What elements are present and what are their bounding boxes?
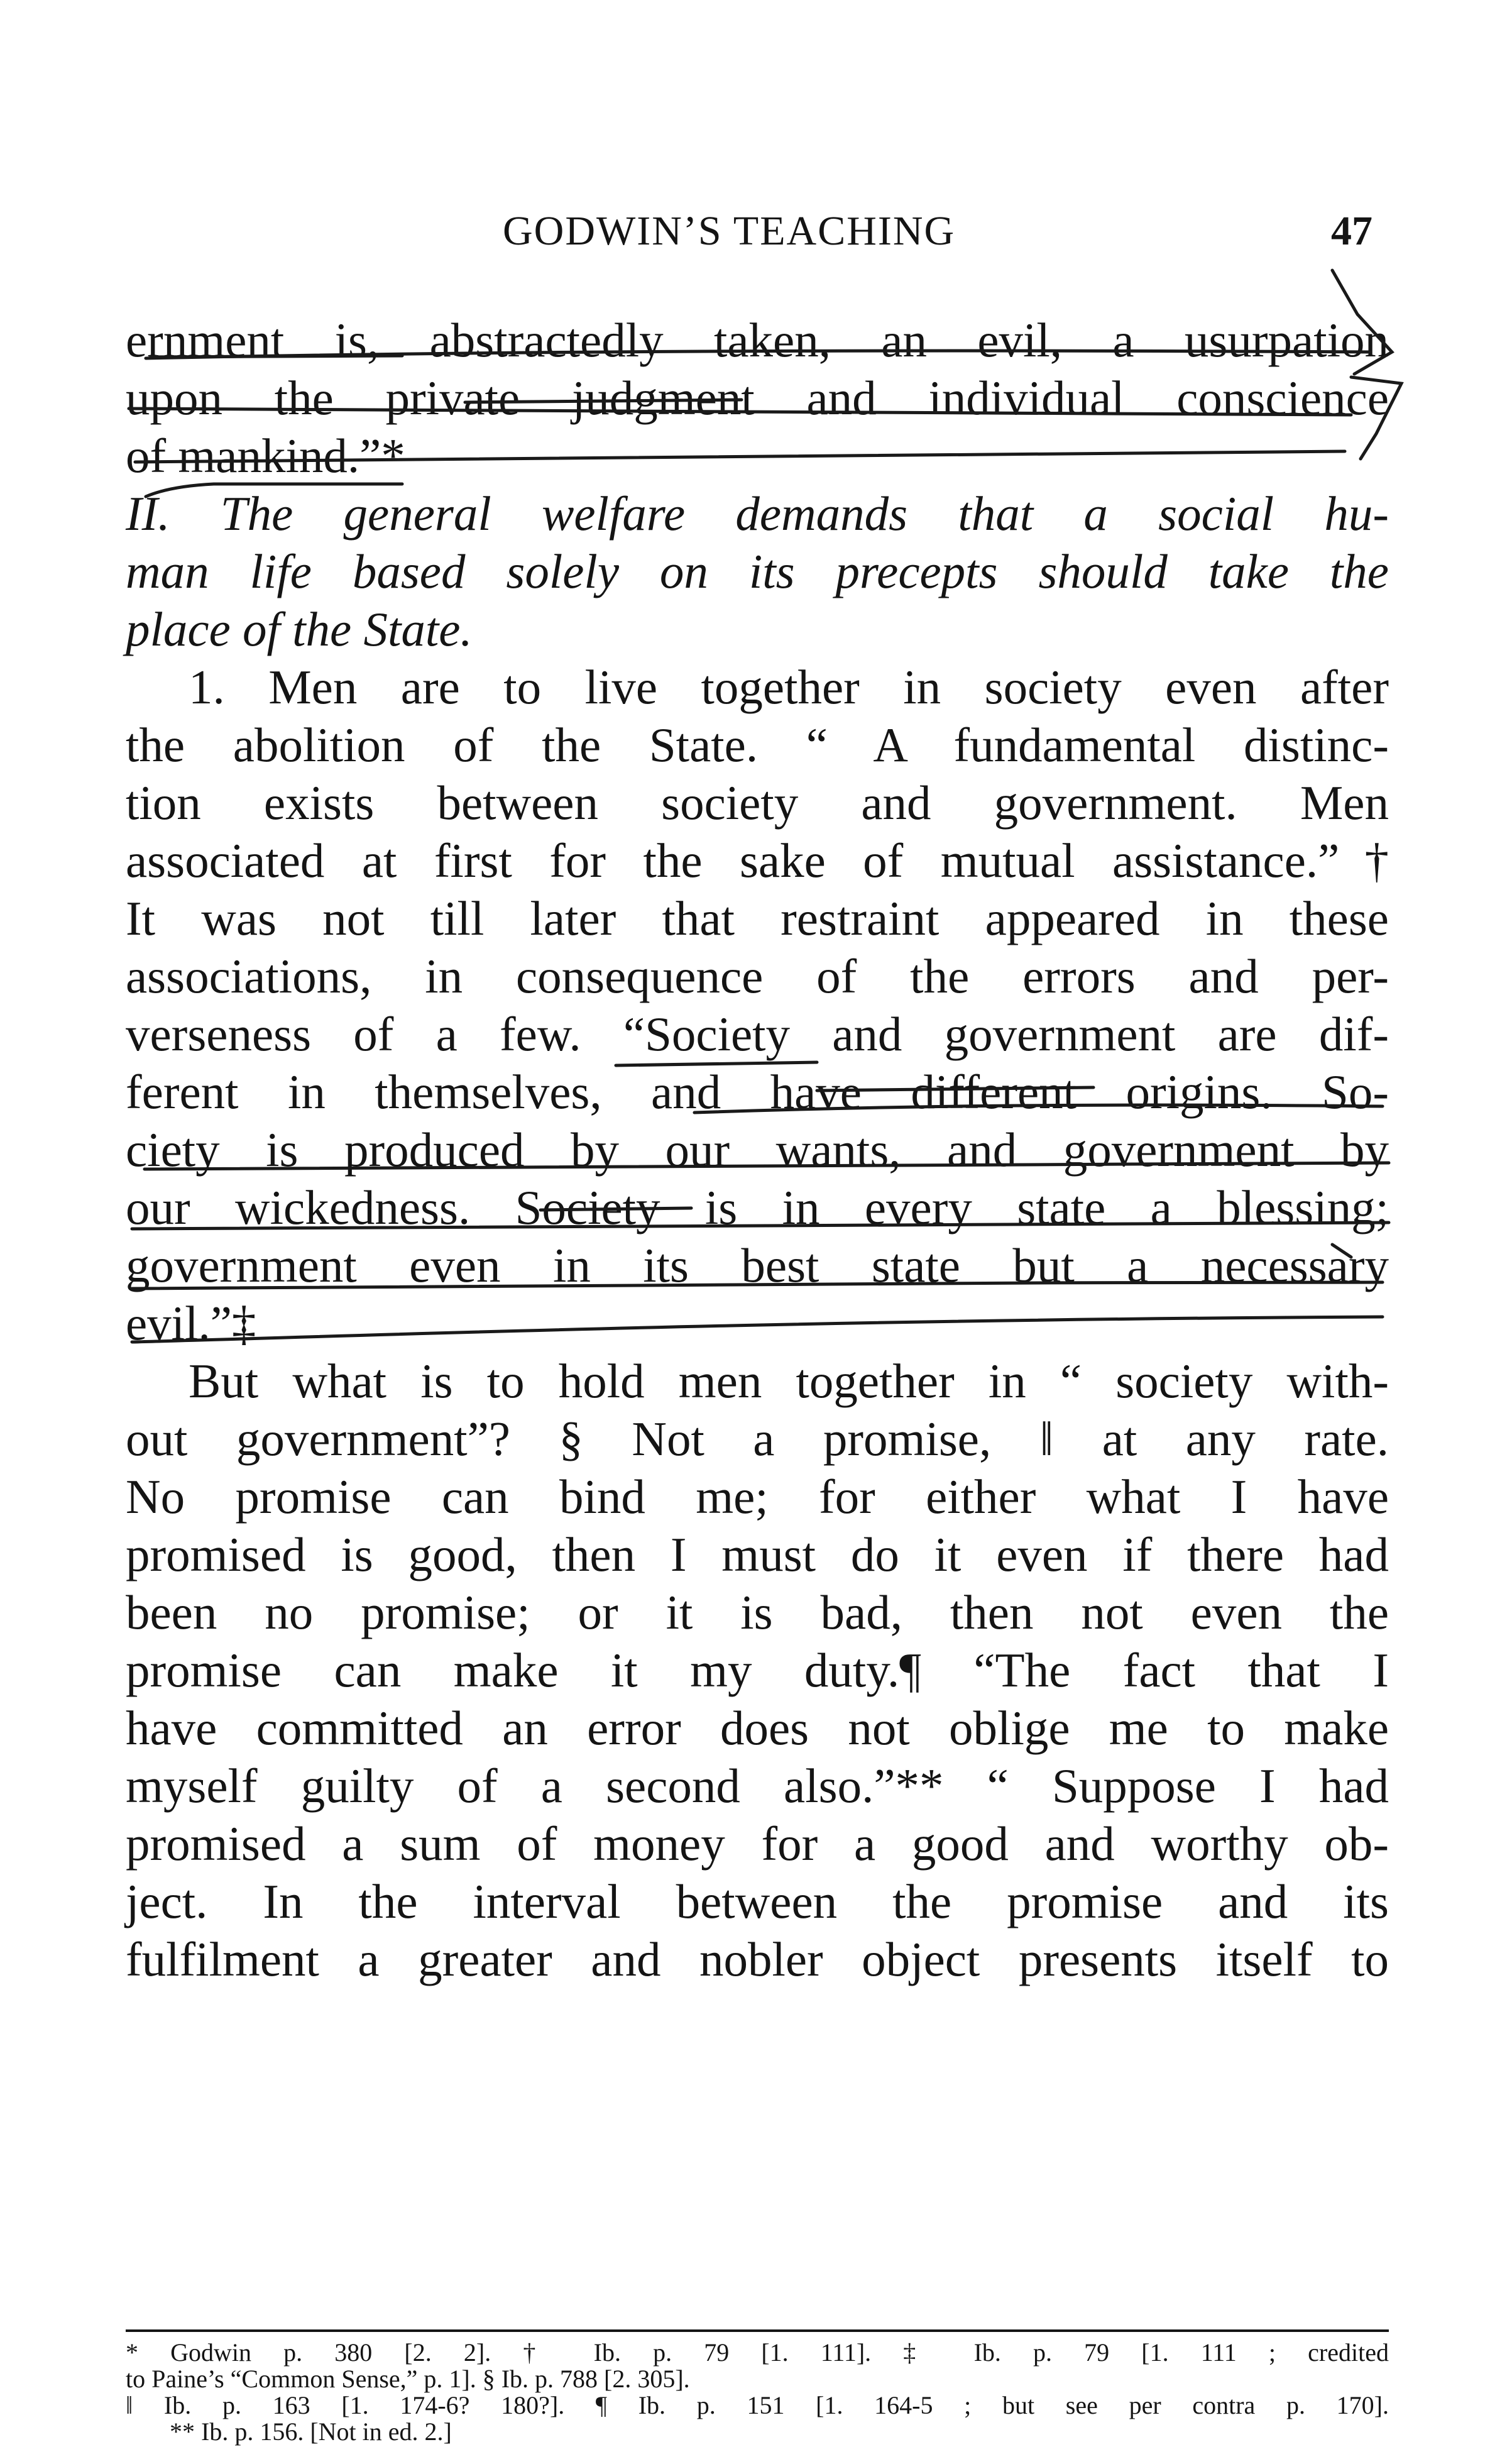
text-line: ferent in themselves, and have different origins. So- — [126, 1065, 1389, 1119]
text-line: 1. Men are to live together in society even after — [189, 660, 1389, 714]
text-line: myself guilty of a second also.”** “ Suppose I had — [126, 1759, 1389, 1813]
text-line: tion exists between society and government. Men — [126, 776, 1389, 830]
text-line: ernment is, abstractedly taken, an evil, a usurpation — [126, 313, 1389, 367]
text-line: out government”? § Not a promise, ‖ at any rate. — [126, 1412, 1389, 1466]
text-line: fulfilment a greater and nobler object presents itself to — [126, 1932, 1389, 1986]
footnote-line: to Paine’s “Common Sense,” p. 1]. § Ib. p. 788 [2. 305]. — [126, 2365, 690, 2393]
text-line: the abolition of the State. “ A fundamental distinc- — [126, 718, 1389, 772]
text-line: our wickedness. Society is in every state a blessing; — [126, 1180, 1389, 1234]
text-line: government even in its best state but a necessary — [126, 1238, 1389, 1292]
footnote-line: ** Ib. p. 156. [Not in ed. 2.] — [170, 2417, 452, 2446]
section-heading-line: place of the State. — [126, 602, 473, 656]
text-line: have committed an error does not oblige me to make — [126, 1701, 1389, 1755]
footnote-line: * Godwin p. 380 [2. 2]. † Ib. p. 79 [1. 111]. ‡ Ib. p. 79 [1. 111 ; credited — [126, 2338, 1389, 2367]
text-line: It was not till later that restraint appeared in these — [126, 891, 1389, 945]
text-line: of mankind.”* — [126, 429, 405, 483]
text-line: been no promise; or it is bad, then not even the — [126, 1585, 1389, 1639]
text-line: promised a sum of money for a good and worthy ob- — [126, 1817, 1389, 1871]
text-line: ject. In the interval between the promise and its — [126, 1874, 1389, 1928]
text-line: verseness of a few. “Society and government are dif- — [126, 1007, 1389, 1061]
section-heading-line: man life based solely on its precepts should take the — [126, 544, 1389, 598]
text-line: No promise can bind me; for either what I have — [126, 1470, 1389, 1524]
text-line: associations, in consequence of the errors and per- — [126, 949, 1389, 1003]
text-line: upon the private judgment and individual conscience — [126, 371, 1389, 425]
text-line: evil.”‡ — [126, 1296, 256, 1350]
page-number: 47 — [1331, 208, 1372, 254]
running-title: GODWIN’S TEACHING — [503, 208, 956, 254]
text-line: associated at first for the sake of mutual assistance.”† — [126, 833, 1389, 888]
text-line: promised is good, then I must do it even if there had — [126, 1527, 1389, 1581]
footnote-line: ‖ Ib. p. 163 [1. 174-6? 180?]. ¶ Ib. p. 151 [1. 164-5 ; but see per contra p. 170]. — [126, 2391, 1389, 2419]
text-line: ciety is produced by our wants, and government by — [126, 1123, 1389, 1177]
text-line: But what is to hold men together in “ society with- — [189, 1354, 1389, 1408]
footnote-rule — [126, 2329, 1389, 2332]
section-heading-line: II. The general welfare demands that a social hu- — [126, 487, 1389, 541]
page-header — [0, 207, 1512, 264]
text-line: promise can make it my duty.¶ “The fact that I — [126, 1643, 1389, 1697]
